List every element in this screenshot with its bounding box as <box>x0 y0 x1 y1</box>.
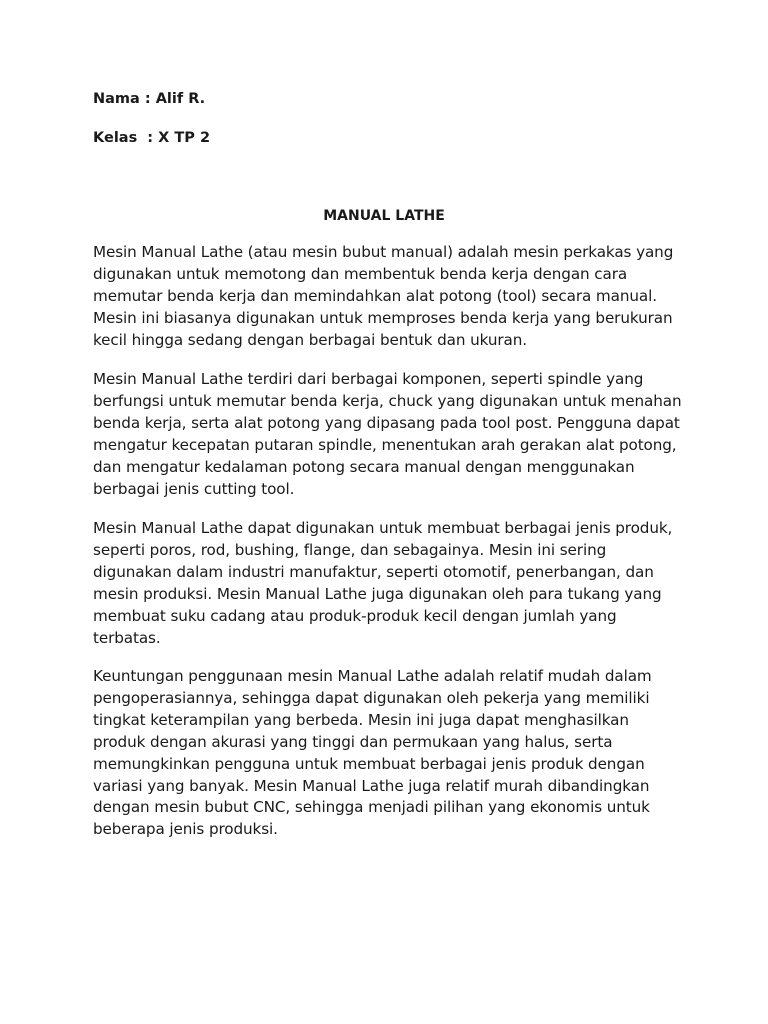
paragraph-3: Mesin Manual Lathe dapat digunakan untuk membuat berbagai jenis produk, seperti poros, rod, bushing, flange, dan sebagainya. Mesin ini sering digunakan dalam industri manufaktur, seperti otomotif, penerbangan, dan mesin produksi. Mesin Manual Lathe juga digunakan oleh para tukang yang membuat suku cadang atau produk-produk kecil dengan jumlah yang terbatas. <box>93 519 673 647</box>
student-name: Nama : Alif R. <box>93 91 206 107</box>
paragraph-1: Mesin Manual Lathe (atau mesin bubut manual) adalah mesin perkakas yang digunakan untuk memotong dan membentuk benda kerja dengan cara memutar benda kerja dan memindahkan alat potong (tool) secara manual. Mesin ini biasanya digunakan untuk memproses benda kerja yang berukuran kecil hingga sedang dengan berbagai bentuk dan ukuran. <box>93 243 674 349</box>
student-class: Kelas : X TP 2 <box>93 130 211 146</box>
paragraph-4: Keuntungan penggunaan mesin Manual Lathe adalah relatif mudah dalam pengoperasiannya, sehingga dapat digunakan oleh pekerja yang memiliki tingkat keterampilan yang berbeda. Mesin ini juga dapat menghasilkan produk dengan akurasi yang tinggi dan permukaan yang halus, serta memungkinkan pengguna untuk membuat berbagai jenis produk dengan variasi yang banyak. Mesin Manual Lathe juga relatif murah dibandingkan dengan mesin bubut CNC, sehingga menjadi pilihan yang ekonomis untuk beberapa jenis produksi. <box>93 667 652 839</box>
paragraph-2: Mesin Manual Lathe terdiri dari berbagai komponen, seperti spindle yang berfungsi untuk memutar benda kerja, chuck yang digunakan untuk menahan benda kerja, serta alat potong yang dipasang pada tool post. Pengguna dapat mengatur kecepatan putaran spindle, menentukan arah gerakan alat potong, dan mengatur kedalaman potong secara manual dengan menggunakan berbagai jenis cutting tool. <box>93 370 682 498</box>
document-title: MANUAL LATHE <box>323 208 445 224</box>
